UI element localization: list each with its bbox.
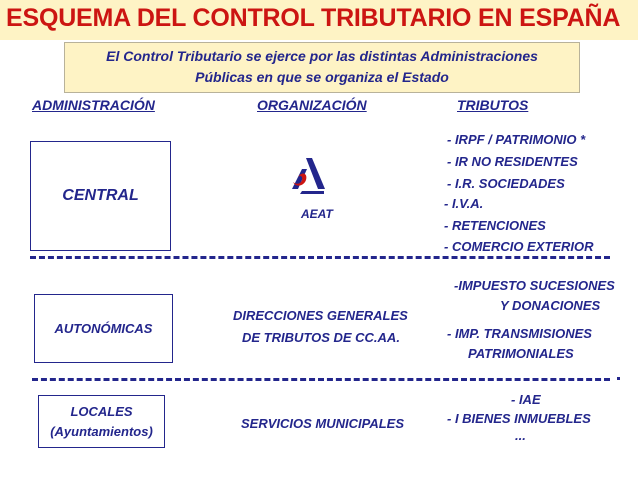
- tributo-locales-2: - I BIENES INMUEBLES: [447, 411, 591, 426]
- section-divider-1: [30, 256, 610, 259]
- admin-autonomicas-box: [34, 294, 173, 363]
- org-locales-label: SERVICIOS MUNICIPALES: [241, 416, 405, 431]
- divider-end-dot: [617, 377, 620, 380]
- page-title: ESQUEMA DEL CONTROL TRIBUTARIO EN ESPAÑA: [6, 4, 621, 32]
- admin-locales-label-2: (Ayuntamientos): [50, 423, 153, 439]
- header-administracion: ADMINISTRACIÓN: [32, 97, 155, 113]
- tributo-central-4: - I.V.A.: [444, 196, 484, 211]
- tributo-autonomicas-3: - IMP. TRANSMISIONES: [447, 326, 592, 341]
- header-tributos: TRIBUTOS: [457, 97, 529, 113]
- header-organizacion: ORGANIZACIÓN: [257, 97, 367, 113]
- admin-locales-box: [38, 395, 165, 448]
- org-autonomicas-line-2: DE TRIBUTOS DE CC.AA.: [242, 330, 400, 345]
- page-title-bar: [0, 0, 638, 40]
- tributo-autonomicas-1: -IMPUESTO SUCESIONES: [454, 278, 615, 293]
- subtitle-line-1: El Control Tributario se ejerce por las distintas Administraciones: [106, 48, 538, 64]
- tributo-central-6: - COMERCIO EXTERIOR: [444, 239, 594, 254]
- tributo-locales-3: ...: [515, 428, 526, 443]
- tributo-autonomicas-2: Y DONACIONES: [500, 298, 601, 313]
- tributo-autonomicas-4: PATRIMONIALES: [468, 346, 574, 361]
- admin-central-box: [30, 141, 171, 251]
- subtitle-line-2: Públicas en que se organiza el Estado: [195, 69, 449, 85]
- org-autonomicas-line-1: DIRECCIONES GENERALES: [233, 308, 408, 323]
- aeat-logo-icon: [288, 155, 328, 195]
- admin-central-label: CENTRAL: [62, 187, 139, 204]
- section-divider-2: [32, 378, 610, 381]
- tributo-locales-1: - IAE: [511, 392, 541, 407]
- tributo-central-2: - IR NO RESIDENTES: [447, 154, 578, 169]
- tributo-central-1: - IRPF / PATRIMONIO *: [447, 132, 586, 147]
- subtitle-box: [64, 42, 580, 93]
- admin-autonomicas-label: AUTONÓMICAS: [54, 321, 153, 336]
- tributo-central-3: - I.R. SOCIEDADES: [447, 176, 565, 191]
- admin-locales-label-1: LOCALES: [70, 403, 133, 419]
- tributo-central-5: - RETENCIONES: [444, 218, 546, 233]
- org-central-label: AEAT: [301, 207, 333, 221]
